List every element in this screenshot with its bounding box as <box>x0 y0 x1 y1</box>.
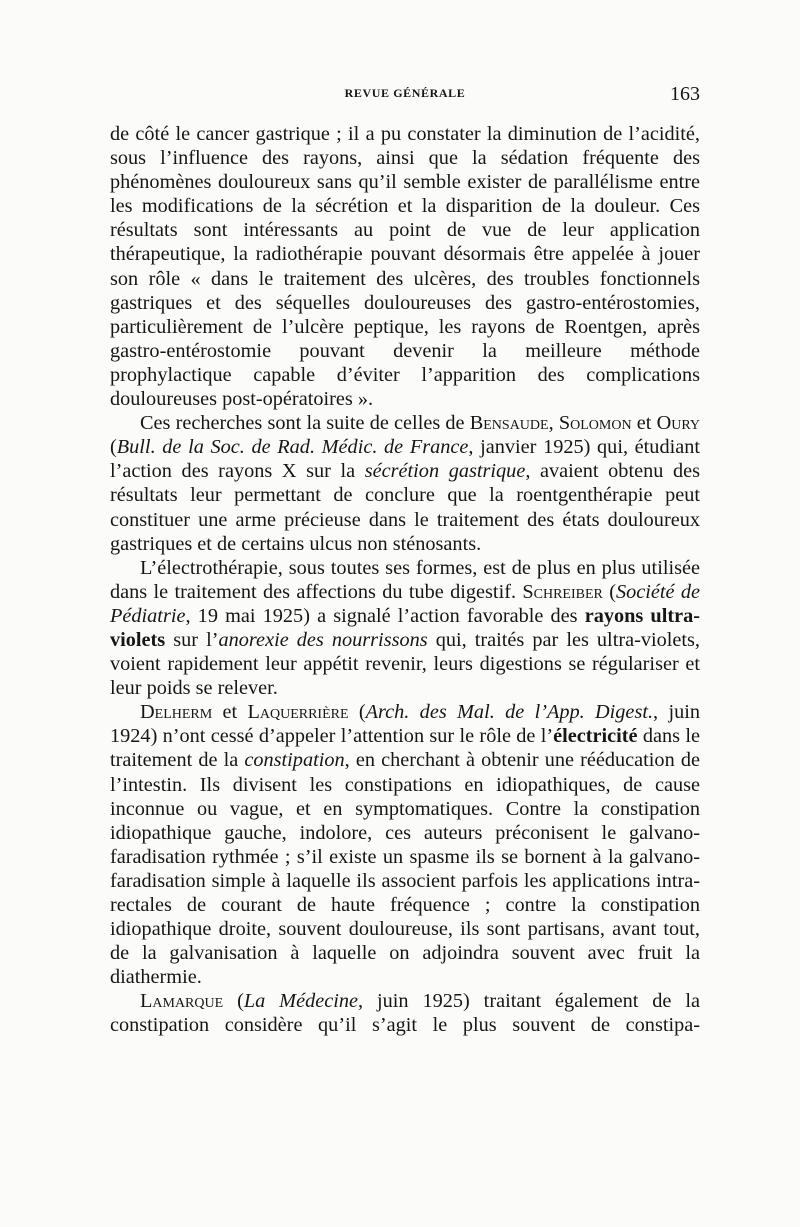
bold-text: rayons ultra-violets <box>110 604 700 651</box>
text-run: ( <box>348 701 366 724</box>
paragraph <box>110 700 700 989</box>
text-run: Ces recherches sont la suite de celles de <box>140 412 470 435</box>
paragraph <box>110 122 700 411</box>
italic-text: anorexie des nourrissons <box>218 628 428 651</box>
text-run: , avaient obtenu des résultats leur permettant de conclure que la roentgenthérapie peut constituer une arme précieuse dans le traitement des états douloureux gastriques et de certains ulcus non sténosants. <box>110 460 701 555</box>
author-name: Oury <box>656 412 700 435</box>
text-run: , juin 1924) n’ont cessé d’appeler l’attention sur le rôle de l’ <box>110 701 700 748</box>
text-run: de côté le cancer gastrique ; il a pu constater la diminution de l’acidité, sous l’influence des rayons, ainsi que la sédation fréquente des phénomènes douloureux sans qu’il semble exister de parallélisme entre les modifications de la sécrétion et la disparition de la douleur. Ces résultats sont intéressants au point de vue de leur application thérapeutique, la radiothérapie pouvant désormais être appelée à jouer son rôle « dans le traitement des ulcères, des troubles fonctionnels gastriques et des séquelles douloureuses des gastro-entérostomies, particulièrement de l’ulcère peptique, les rayons de Roentgen, après gastro-entérostomie pouvant devenir la meilleure méthode prophylactique capable d’éviter l’apparition des complications douloureuses post-opératoires ». <box>110 123 700 411</box>
text-run: sur l’ <box>165 628 219 651</box>
author-name: Schreiber <box>522 580 603 603</box>
text-run: ( <box>110 436 117 459</box>
italic-text: La Médecine <box>243 990 358 1013</box>
author-name: Lamarque <box>140 990 224 1013</box>
italic-text: Bull. de la Soc. de Rad. Médic. de France <box>116 436 469 459</box>
text-run: et <box>212 701 248 724</box>
author-name: Solomon <box>558 412 632 435</box>
text-run: et <box>631 412 657 435</box>
text-run: , <box>548 412 559 435</box>
page-header <box>110 84 700 108</box>
text-run: , en cherchant à obtenir une rééducation de l’intestin. Ils divisent les constipations en idiopathiques, de cause inconnue ou vague, et en symptomatiques. Contre la constipation idiopathique gauche, indolore, ces auteurs préconisent le galvano-faradisation rythmée ; s’il existe un spasme ils se bornent à la galvano-faradisation simple à laquelle ils associent parfois les applications intra-rectales de courant de haute fréquence ; contre la constipation idiopathique droite, souvent douloureuse, ils sont partisans, avant tout, de la galvanisation à laquelle on adjoindra souvent avec fruit la diathermie. <box>110 749 700 989</box>
paragraph <box>110 989 700 1037</box>
italic-text: sécrétion gastrique <box>364 460 526 483</box>
text-run: L’électrothérapie, sous toutes ses formes, est de plus en plus utilisée dans le traitement des affections du tube digestif. <box>110 556 700 603</box>
text-run: , janvier 1925) qui, étudiant l’action des rayons X sur la <box>110 436 700 483</box>
text-run: dans le traitement de la <box>110 725 700 772</box>
italic-text: constipation <box>244 749 345 772</box>
text-run: , juin 1925) traitant également de la constipation considère qu’il s’agit le plus souvent de constipa- <box>110 990 700 1037</box>
author-name: Delherm <box>140 701 213 724</box>
page-number: 163 <box>670 83 700 105</box>
italic-text: Arch. des Mal. de l’App. Digest. <box>365 701 654 724</box>
paragraph <box>110 411 700 556</box>
text-run: qui, traités par les ultra-violets, voient rapidement leur appétit revenir, leurs digestions se régulariser et leur poids se relever. <box>110 628 700 700</box>
paragraph <box>110 556 700 701</box>
running-title: REVUE GÉNÉRALE <box>344 86 466 100</box>
author-name: Laquerrière <box>247 701 349 724</box>
text-run: , 19 mai 1925) a signalé l’action favorable des <box>185 604 585 627</box>
author-name: Bensaude <box>469 412 549 435</box>
italic-text: Société de Pédiatrie <box>110 580 700 627</box>
text-run: ( <box>223 990 244 1013</box>
text-run: ( <box>602 580 616 603</box>
bold-text: électricité <box>553 725 638 748</box>
body-text <box>110 122 700 1038</box>
